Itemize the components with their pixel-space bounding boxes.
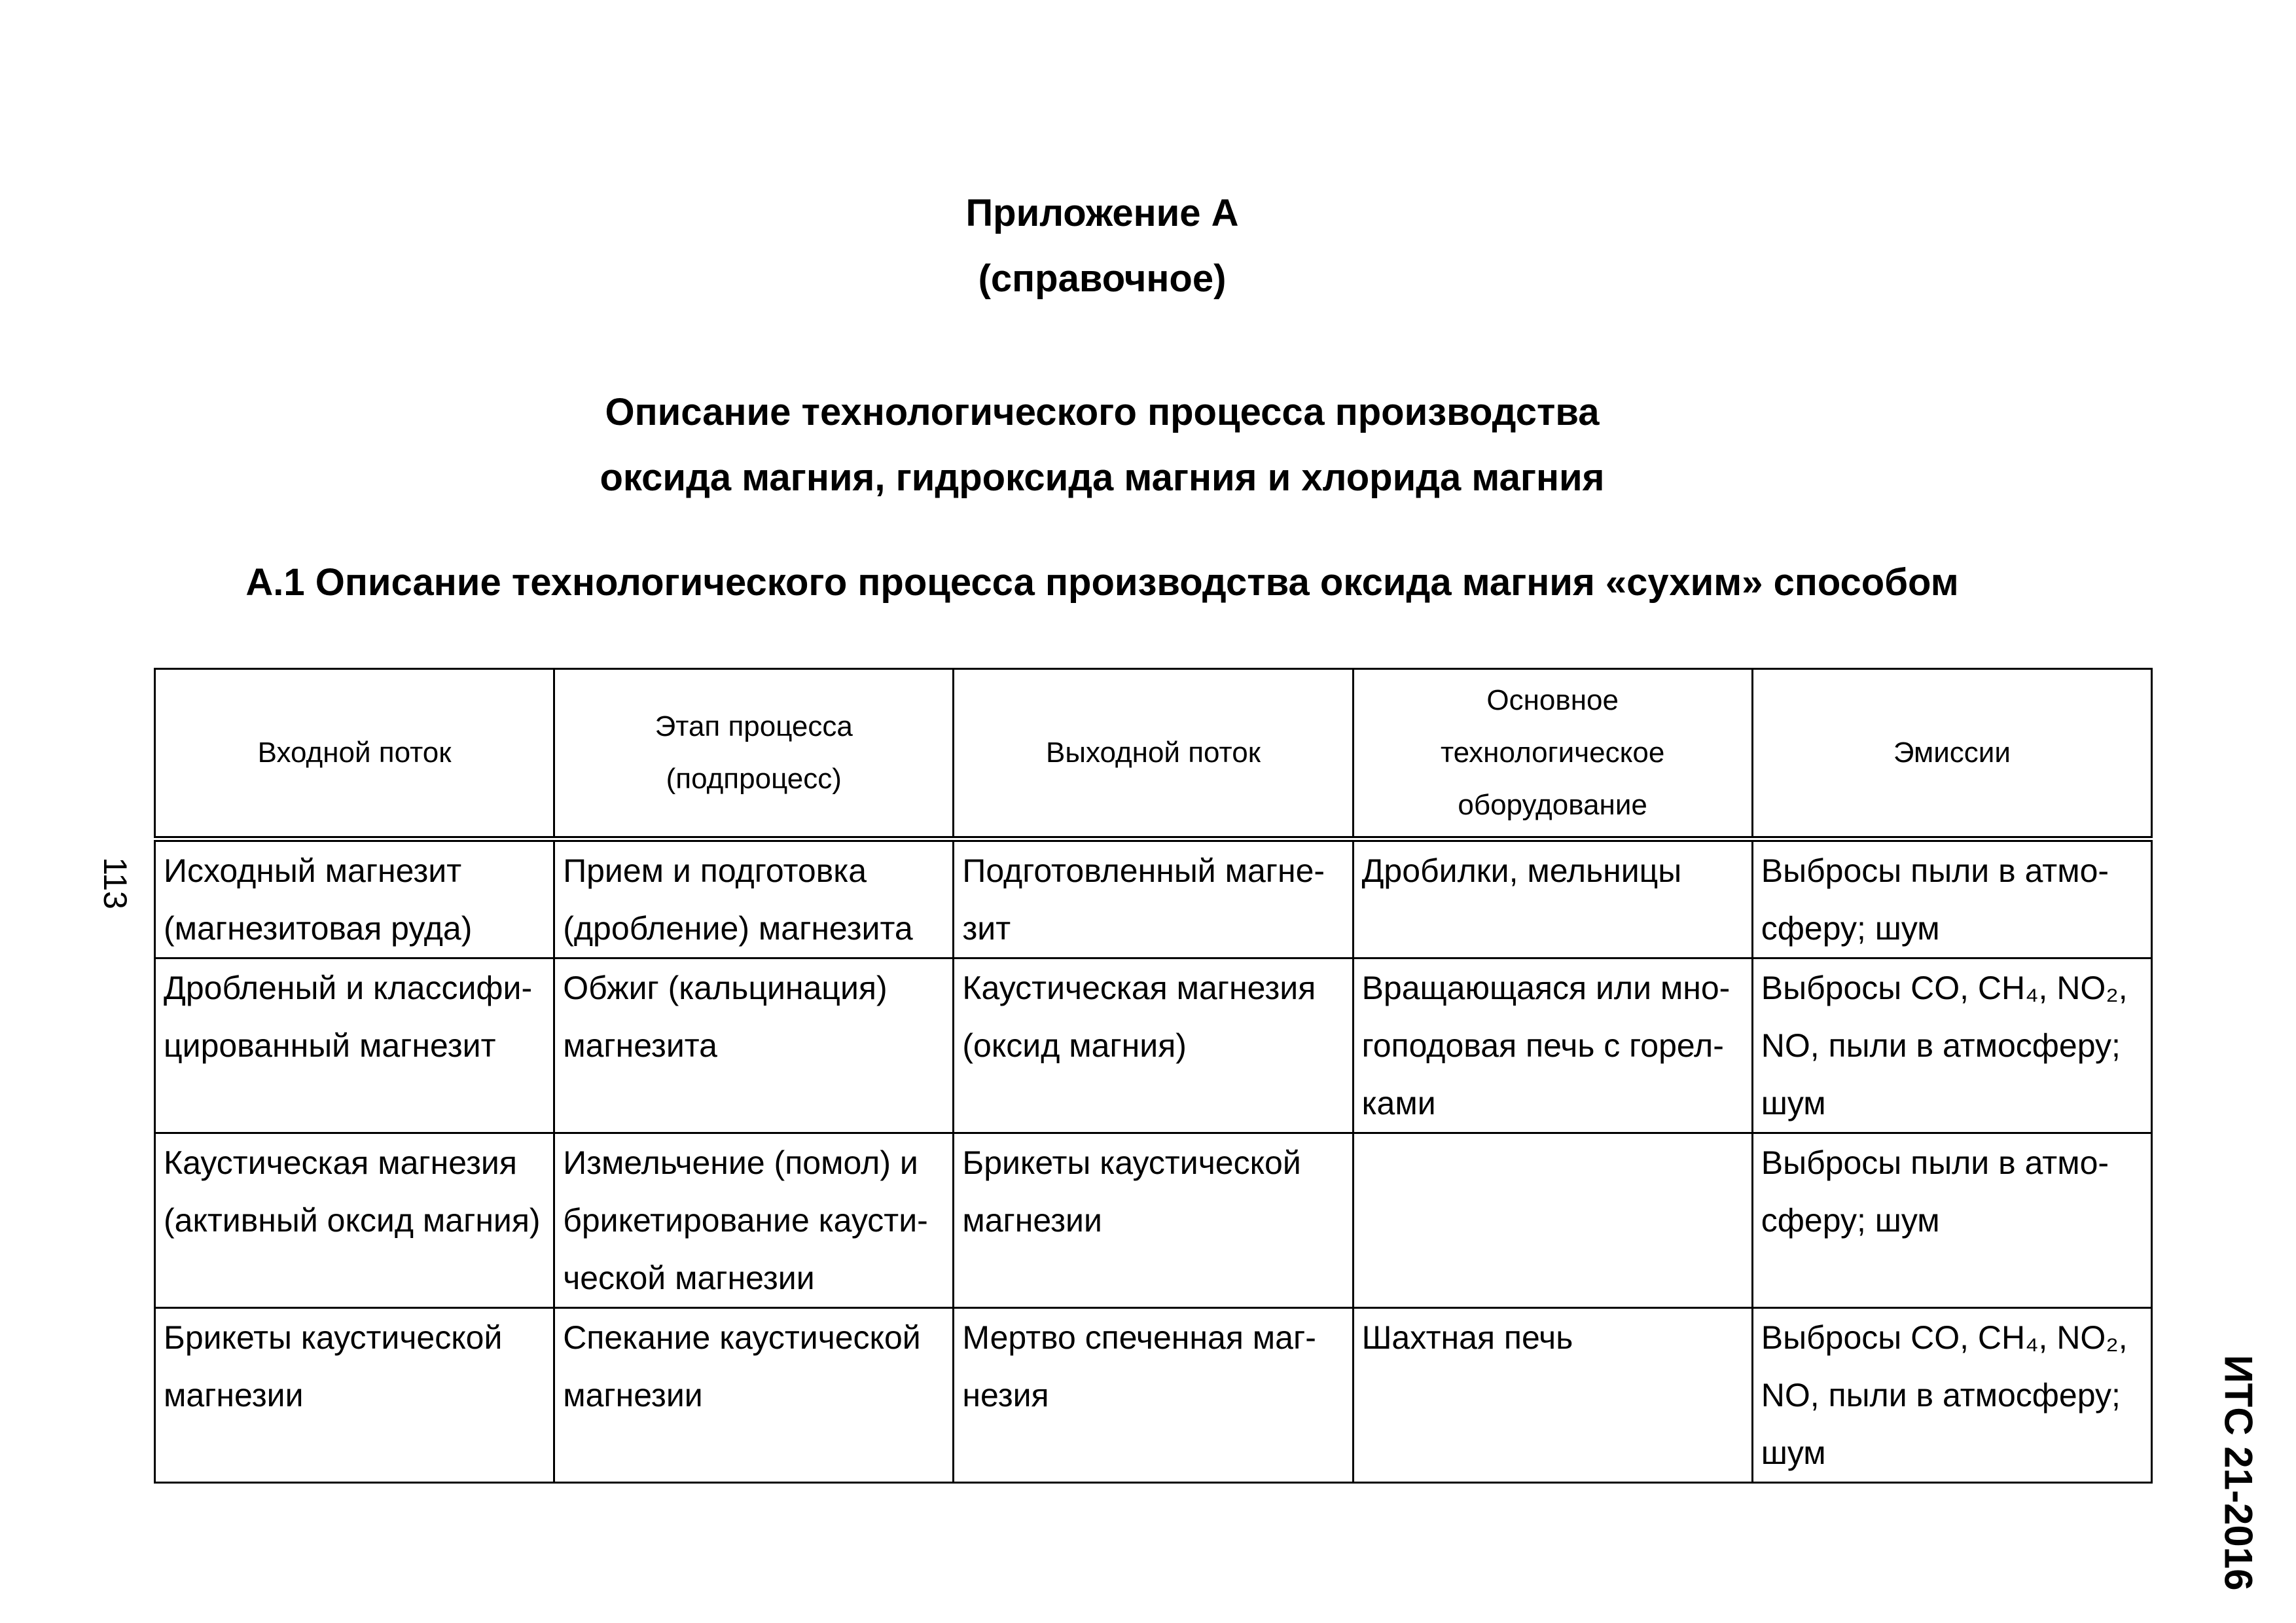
cell-process-stage: Измельчение (помол) и брикетирование каусти- ческой магнезии xyxy=(554,1133,954,1308)
subsection-title: А.1 Описание технологического процесса производства оксида магния «сухим» способом xyxy=(245,561,1959,604)
cell-main-equipment: Вращающаяся или мно- гоподовая печь с горел- ками xyxy=(1353,958,1752,1133)
appendix-title: Приложение А xyxy=(965,192,1239,234)
cell-output-flow: Брикеты каустической магнезии xyxy=(954,1133,1353,1308)
cell-process-stage: Прием и подготовка (дробление) магнезита xyxy=(554,839,954,958)
header-input-flow: Входной поток xyxy=(155,669,554,839)
cell-emissions: Выбросы пыли в атмо- сферу; шум xyxy=(1752,1133,2151,1308)
cell-output-flow: Подготовленный магне- зит xyxy=(954,839,1353,958)
document-code: ИТС 21-2016 xyxy=(2216,1355,2261,1591)
table-row xyxy=(155,1308,2152,1483)
cell-emissions: Выбросы CO, CH₄, NO₂, NO, пыли в атмосферу; шум xyxy=(1752,1308,2151,1483)
page-number: 113 xyxy=(96,857,134,909)
table-row xyxy=(155,1133,2152,1308)
cell-input-flow: Дробленый и классифи- цированный магнезит xyxy=(155,958,554,1133)
cell-emissions: Выбросы пыли в атмо- сферу; шум xyxy=(1752,839,2151,958)
header-output-flow: Выходной поток xyxy=(954,669,1353,839)
cell-main-equipment: Шахтная печь xyxy=(1353,1308,1752,1483)
header-process-stage: Этап процесса (подпроцесс) xyxy=(554,669,954,839)
cell-input-flow: Каустическая магнезия (активный оксид магния) xyxy=(155,1133,554,1308)
cell-main-equipment xyxy=(1353,1133,1752,1308)
cell-process-stage: Спекание каустической магнезии xyxy=(554,1308,954,1483)
cell-emissions: Выбросы CO, CH₄, NO₂, NO, пыли в атмосферу; шум xyxy=(1752,958,2151,1133)
cell-output-flow: Мертво спеченная маг- незия xyxy=(954,1308,1353,1483)
cell-input-flow: Исходный магнезит (магнезитовая руда) xyxy=(155,839,554,958)
cell-input-flow: Брикеты каустической магнезии xyxy=(155,1308,554,1483)
table-row xyxy=(155,839,2152,958)
process-table xyxy=(154,668,2153,1484)
table-row xyxy=(155,958,2152,1133)
cell-main-equipment: Дробилки, мельницы xyxy=(1353,839,1752,958)
appendix-subtitle: (справочное) xyxy=(978,257,1227,300)
header-main-equipment: Основное технологическое оборудование xyxy=(1353,669,1752,839)
cell-process-stage: Обжиг (кальцинация) магнезита xyxy=(554,958,954,1133)
section-title-line-1: Описание технологического процесса производства xyxy=(605,391,1600,433)
cell-output-flow: Каустическая магнезия (оксид магния) xyxy=(954,958,1353,1133)
table-header-row xyxy=(155,669,2152,839)
section-title-line-2: оксида магния, гидроксида магния и хлорида магния xyxy=(600,456,1605,499)
header-emissions: Эмиссии xyxy=(1752,669,2151,839)
